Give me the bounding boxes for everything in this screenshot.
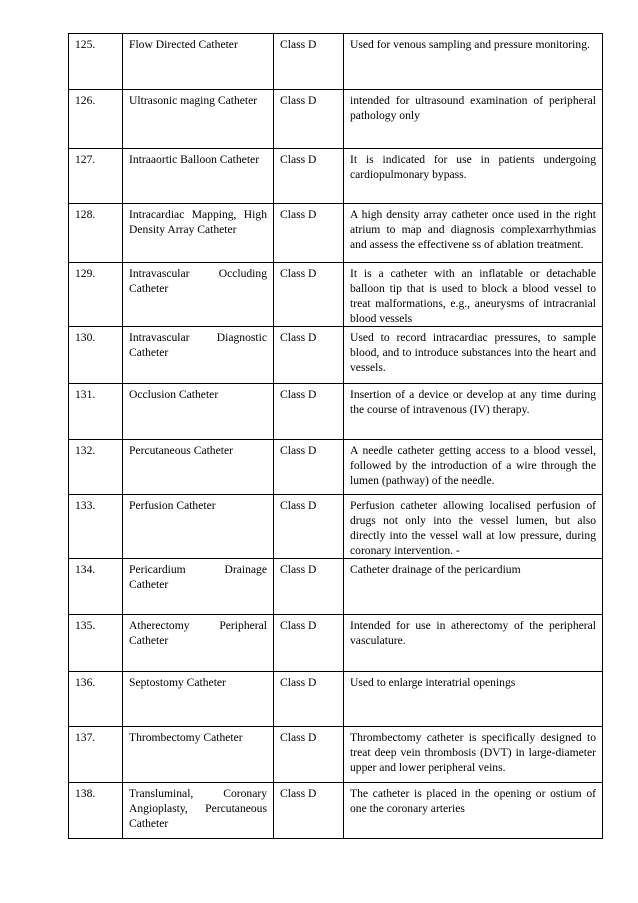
device-description: It is a catheter with an inflatable or detachable balloon tip that is used to block a blood vessel to treat malformations, e.g., aneurysms of intracranial blood vessels	[344, 263, 603, 327]
device-description: Catheter drainage of the pericardium	[344, 559, 603, 615]
item-number: 127.	[69, 149, 123, 204]
device-class: Class D	[274, 672, 344, 727]
device-name: Intraaortic Balloon Catheter	[123, 149, 274, 204]
device-description: Used to enlarge interatrial openings	[344, 672, 603, 727]
device-name: Intravascular Diagnostic Catheter	[123, 327, 274, 384]
device-description: intended for ultrasound examination of peripheral pathology only	[344, 90, 603, 149]
table-row	[69, 615, 603, 672]
device-name: Intravascular Occluding Catheter	[123, 263, 274, 327]
item-number: 125.	[69, 34, 123, 90]
item-number: 131.	[69, 384, 123, 440]
device-class: Class D	[274, 263, 344, 327]
item-number: 126.	[69, 90, 123, 149]
item-number: 132.	[69, 440, 123, 495]
table-row	[69, 727, 603, 783]
device-name: Thrombectomy Catheter	[123, 727, 274, 783]
device-name: Pericardium Drainage Catheter	[123, 559, 274, 615]
device-name: Intracardiac Mapping, High Density Array Catheter	[123, 204, 274, 263]
device-description: Used to record intracardiac pressures, to sample blood, and to introduce substances into the heart and vessels.	[344, 327, 603, 384]
device-name: Occlusion Catheter	[123, 384, 274, 440]
table-row	[69, 90, 603, 149]
device-rows	[69, 34, 603, 839]
device-name: Septostomy Catheter	[123, 672, 274, 727]
device-description: It is indicated for use in patients undergoing cardiopulmonary bypass.	[344, 149, 603, 204]
device-description: Intended for use in atherectomy of the peripheral vasculature.	[344, 615, 603, 672]
item-number: 136.	[69, 672, 123, 727]
device-class: Class D	[274, 384, 344, 440]
table-row	[69, 559, 603, 615]
device-class: Class D	[274, 495, 344, 559]
device-class: Class D	[274, 783, 344, 839]
table-row	[69, 783, 603, 839]
device-description: A high density array catheter once used in the right atrium to map and diagnosis complexarrhythmias and assess the effectivene ss of ablation treatment.	[344, 204, 603, 263]
device-description: A needle catheter getting access to a blood vessel, followed by the introduction of a wire through the lumen (pathway) of the needle.	[344, 440, 603, 495]
device-description: Perfusion catheter allowing localised perfusion of drugs not only into the vessel lumen, but also directly into the vessel wall at low pressure, during coronary intervention. -	[344, 495, 603, 559]
device-class: Class D	[274, 90, 344, 149]
table-row	[69, 495, 603, 559]
device-class: Class D	[274, 727, 344, 783]
item-number: 128.	[69, 204, 123, 263]
device-classification-table	[68, 33, 603, 839]
item-number: 137.	[69, 727, 123, 783]
item-number: 135.	[69, 615, 123, 672]
device-class: Class D	[274, 204, 344, 263]
device-name: Transluminal, Coronary Angioplasty, Percutaneous Catheter	[123, 783, 274, 839]
table-row	[69, 204, 603, 263]
device-description: The catheter is placed in the opening or ostium of one the coronary arteries	[344, 783, 603, 839]
device-class: Class D	[274, 34, 344, 90]
device-name: Perfusion Catheter	[123, 495, 274, 559]
device-class: Class D	[274, 327, 344, 384]
device-class: Class D	[274, 149, 344, 204]
device-name: Ultrasonic maging Catheter	[123, 90, 274, 149]
device-name: Flow Directed Catheter	[123, 34, 274, 90]
device-name: Percutaneous Catheter	[123, 440, 274, 495]
device-description: Used for venous sampling and pressure monitoring.	[344, 34, 603, 90]
device-description: Thrombectomy catheter is specifically designed to treat deep vein thrombosis (DVT) in large-diameter upper and lower peripheral veins.	[344, 727, 603, 783]
table-row	[69, 263, 603, 327]
item-number: 130.	[69, 327, 123, 384]
device-description: Insertion of a device or develop at any time during the course of intravenous (IV) therapy.	[344, 384, 603, 440]
item-number: 129.	[69, 263, 123, 327]
device-class: Class D	[274, 615, 344, 672]
item-number: 133.	[69, 495, 123, 559]
table-row	[69, 34, 603, 90]
device-class: Class D	[274, 559, 344, 615]
device-class: Class D	[274, 440, 344, 495]
table-row	[69, 327, 603, 384]
item-number: 138.	[69, 783, 123, 839]
table-row	[69, 440, 603, 495]
device-name: Atherectomy Peripheral Catheter	[123, 615, 274, 672]
item-number: 134.	[69, 559, 123, 615]
table-row	[69, 384, 603, 440]
table-row	[69, 149, 603, 204]
table-row	[69, 672, 603, 727]
